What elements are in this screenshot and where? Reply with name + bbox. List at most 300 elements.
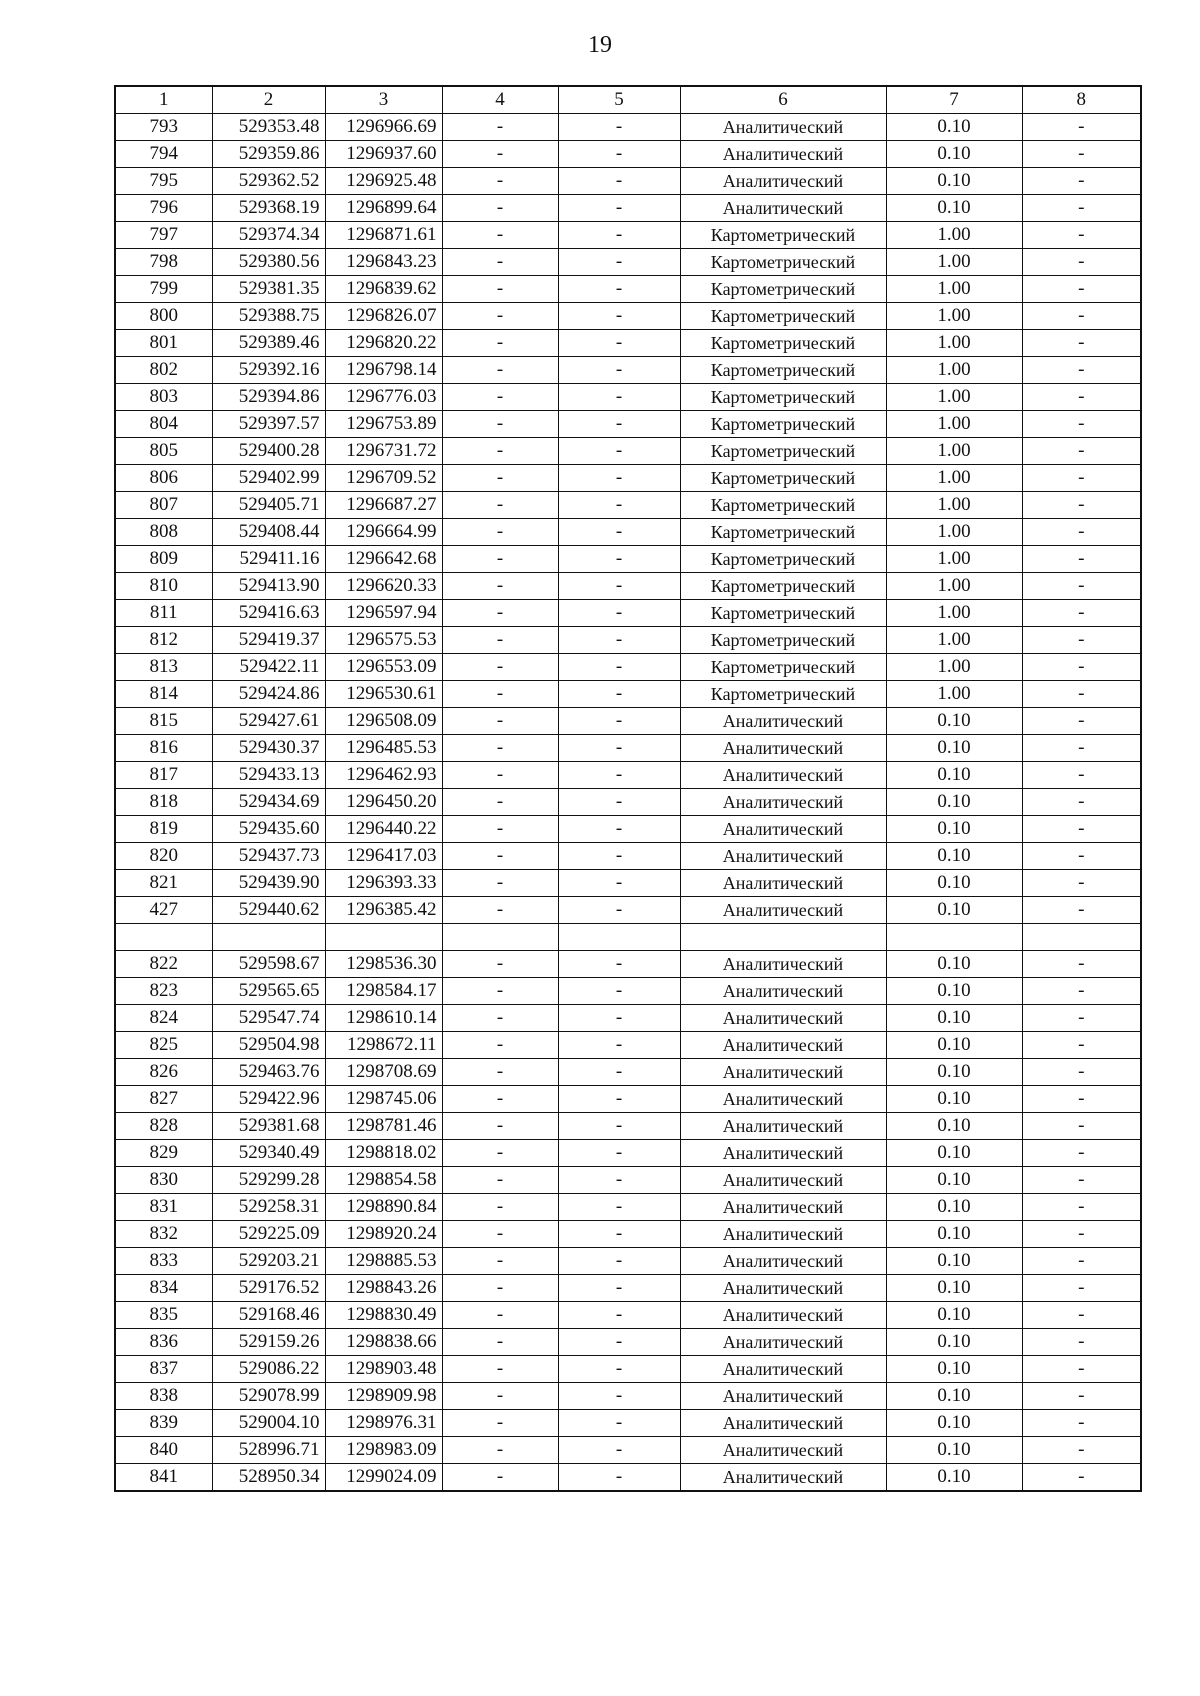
column-8-cell: - xyxy=(1022,762,1141,789)
table-row xyxy=(115,897,1141,924)
column-8-cell: - xyxy=(1022,1140,1141,1167)
table-row xyxy=(115,1167,1141,1194)
column-5-cell: - xyxy=(558,1329,680,1356)
y-coordinate-cell: 1296553.09 xyxy=(325,654,442,681)
column-8-cell: - xyxy=(1022,978,1141,1005)
y-coordinate-cell: 1296597.94 xyxy=(325,600,442,627)
column-8-cell: - xyxy=(1022,1005,1141,1032)
accuracy-cell: 0.10 xyxy=(886,1356,1022,1383)
table-row xyxy=(115,492,1141,519)
accuracy-cell: 1.00 xyxy=(886,222,1022,249)
column-8-cell: - xyxy=(1022,951,1141,978)
column-4-cell: - xyxy=(442,1464,558,1492)
point-number-cell: 810 xyxy=(115,573,212,600)
column-5-cell: - xyxy=(558,708,680,735)
accuracy-cell: 0.10 xyxy=(886,897,1022,924)
table-row xyxy=(115,1221,1141,1248)
column-8-cell: - xyxy=(1022,1464,1141,1492)
x-coordinate-cell: 528996.71 xyxy=(212,1437,325,1464)
column-8-cell: - xyxy=(1022,816,1141,843)
point-number-cell: 829 xyxy=(115,1140,212,1167)
coordinates-table xyxy=(114,85,1142,1492)
method-cell: Картометрический xyxy=(680,411,886,438)
table-row xyxy=(115,168,1141,195)
x-coordinate-cell: 529176.52 xyxy=(212,1275,325,1302)
y-coordinate-cell: 1296798.14 xyxy=(325,357,442,384)
method-cell: Картометрический xyxy=(680,492,886,519)
point-number-cell: 835 xyxy=(115,1302,212,1329)
point-number-cell: 831 xyxy=(115,1194,212,1221)
table-row xyxy=(115,465,1141,492)
method-cell: Аналитический xyxy=(680,762,886,789)
accuracy-cell: 0.10 xyxy=(886,1410,1022,1437)
accuracy-cell: 0.10 xyxy=(886,1140,1022,1167)
column-5-cell xyxy=(558,924,680,951)
x-coordinate-cell: 529413.90 xyxy=(212,573,325,600)
accuracy-cell: 0.10 xyxy=(886,843,1022,870)
y-coordinate-cell: 1296731.72 xyxy=(325,438,442,465)
y-coordinate-cell: 1298843.26 xyxy=(325,1275,442,1302)
table-row xyxy=(115,924,1141,951)
x-coordinate-cell: 529463.76 xyxy=(212,1059,325,1086)
method-cell: Аналитический xyxy=(680,1167,886,1194)
column-8-cell: - xyxy=(1022,1167,1141,1194)
accuracy-cell: 0.10 xyxy=(886,978,1022,1005)
y-coordinate-cell: 1298536.30 xyxy=(325,951,442,978)
x-coordinate-cell: 529400.28 xyxy=(212,438,325,465)
column-5-cell: - xyxy=(558,897,680,924)
x-coordinate-cell xyxy=(212,924,325,951)
accuracy-cell: 1.00 xyxy=(886,384,1022,411)
point-number-cell: 834 xyxy=(115,1275,212,1302)
accuracy-cell: 1.00 xyxy=(886,411,1022,438)
column-4-cell: - xyxy=(442,627,558,654)
y-coordinate-cell: 1296843.23 xyxy=(325,249,442,276)
column-4-cell: - xyxy=(442,1167,558,1194)
y-coordinate-cell: 1296826.07 xyxy=(325,303,442,330)
point-number-cell: 837 xyxy=(115,1356,212,1383)
table-row xyxy=(115,195,1141,222)
table-row xyxy=(115,1275,1141,1302)
table-row xyxy=(115,249,1141,276)
accuracy-cell: 0.10 xyxy=(886,1383,1022,1410)
accuracy-cell: 0.10 xyxy=(886,1302,1022,1329)
column-8-cell: - xyxy=(1022,330,1141,357)
x-coordinate-cell: 529402.99 xyxy=(212,465,325,492)
method-cell: Аналитический xyxy=(680,1221,886,1248)
x-coordinate-cell: 529374.34 xyxy=(212,222,325,249)
x-coordinate-cell: 529504.98 xyxy=(212,1032,325,1059)
column-8-cell: - xyxy=(1022,1032,1141,1059)
point-number-cell: 801 xyxy=(115,330,212,357)
column-4-cell: - xyxy=(442,1302,558,1329)
accuracy-cell: 0.10 xyxy=(886,816,1022,843)
point-number-cell: 803 xyxy=(115,384,212,411)
accuracy-cell: 0.10 xyxy=(886,951,1022,978)
point-number-cell: 815 xyxy=(115,708,212,735)
column-4-cell: - xyxy=(442,1275,558,1302)
column-5-cell: - xyxy=(558,1167,680,1194)
table-row xyxy=(115,141,1141,168)
point-number-cell: 799 xyxy=(115,276,212,303)
column-8-cell: - xyxy=(1022,492,1141,519)
accuracy-cell: 0.10 xyxy=(886,870,1022,897)
column-4-cell: - xyxy=(442,1194,558,1221)
y-coordinate-cell: 1298983.09 xyxy=(325,1437,442,1464)
accuracy-cell: 0.10 xyxy=(886,1437,1022,1464)
accuracy-cell: 0.10 xyxy=(886,1329,1022,1356)
column-4-cell: - xyxy=(442,1005,558,1032)
column-header: 5 xyxy=(558,86,680,114)
table-row xyxy=(115,1464,1141,1492)
column-header: 4 xyxy=(442,86,558,114)
table-row xyxy=(115,1140,1141,1167)
y-coordinate-cell: 1296839.62 xyxy=(325,276,442,303)
accuracy-cell: 1.00 xyxy=(886,573,1022,600)
column-4-cell: - xyxy=(442,195,558,222)
column-4-cell: - xyxy=(442,789,558,816)
y-coordinate-cell: 1296820.22 xyxy=(325,330,442,357)
x-coordinate-cell: 529086.22 xyxy=(212,1356,325,1383)
column-header: 2 xyxy=(212,86,325,114)
column-5-cell: - xyxy=(558,1383,680,1410)
column-8-cell: - xyxy=(1022,1437,1141,1464)
column-5-cell: - xyxy=(558,1302,680,1329)
accuracy-cell: 1.00 xyxy=(886,492,1022,519)
accuracy-cell: 0.10 xyxy=(886,762,1022,789)
y-coordinate-cell: 1296417.03 xyxy=(325,843,442,870)
accuracy-cell: 0.10 xyxy=(886,141,1022,168)
column-5-cell: - xyxy=(558,816,680,843)
table-row xyxy=(115,330,1141,357)
method-cell: Картометрический xyxy=(680,654,886,681)
column-5-cell: - xyxy=(558,411,680,438)
table-header-row xyxy=(115,86,1141,114)
y-coordinate-cell: 1298610.14 xyxy=(325,1005,442,1032)
column-5-cell: - xyxy=(558,1356,680,1383)
column-8-cell: - xyxy=(1022,303,1141,330)
table-row xyxy=(115,654,1141,681)
table-row xyxy=(115,1032,1141,1059)
table-row xyxy=(115,951,1141,978)
column-4-cell: - xyxy=(442,654,558,681)
table-row xyxy=(115,1005,1141,1032)
table-row xyxy=(115,1059,1141,1086)
y-coordinate-cell: 1296709.52 xyxy=(325,465,442,492)
method-cell: Картометрический xyxy=(680,276,886,303)
method-cell: Картометрический xyxy=(680,303,886,330)
x-coordinate-cell: 529408.44 xyxy=(212,519,325,546)
method-cell: Аналитический xyxy=(680,1140,886,1167)
y-coordinate-cell: 1296753.89 xyxy=(325,411,442,438)
column-8-cell: - xyxy=(1022,573,1141,600)
point-number-cell: 827 xyxy=(115,1086,212,1113)
column-8-cell: - xyxy=(1022,411,1141,438)
accuracy-cell: 0.10 xyxy=(886,1086,1022,1113)
column-5-cell: - xyxy=(558,357,680,384)
x-coordinate-cell: 529353.48 xyxy=(212,114,325,141)
y-coordinate-cell: 1296530.61 xyxy=(325,681,442,708)
x-coordinate-cell: 529440.62 xyxy=(212,897,325,924)
accuracy-cell: 1.00 xyxy=(886,681,1022,708)
method-cell: Аналитический xyxy=(680,1356,886,1383)
x-coordinate-cell: 529397.57 xyxy=(212,411,325,438)
method-cell: Картометрический xyxy=(680,249,886,276)
column-4-cell: - xyxy=(442,1437,558,1464)
column-4-cell: - xyxy=(442,843,558,870)
x-coordinate-cell: 529225.09 xyxy=(212,1221,325,1248)
column-5-cell: - xyxy=(558,546,680,573)
accuracy-cell: 0.10 xyxy=(886,708,1022,735)
y-coordinate-cell: 1296462.93 xyxy=(325,762,442,789)
column-8-cell: - xyxy=(1022,1329,1141,1356)
column-4-cell: - xyxy=(442,1248,558,1275)
table-row xyxy=(115,843,1141,870)
column-8-cell: - xyxy=(1022,1059,1141,1086)
x-coordinate-cell: 529433.13 xyxy=(212,762,325,789)
column-5-cell: - xyxy=(558,330,680,357)
x-coordinate-cell: 529258.31 xyxy=(212,1194,325,1221)
method-cell: Картометрический xyxy=(680,546,886,573)
column-4-cell: - xyxy=(442,897,558,924)
table-row xyxy=(115,1194,1141,1221)
y-coordinate-cell: 1298672.11 xyxy=(325,1032,442,1059)
table-row xyxy=(115,816,1141,843)
column-5-cell: - xyxy=(558,465,680,492)
column-5-cell: - xyxy=(558,222,680,249)
column-4-cell: - xyxy=(442,573,558,600)
method-cell: Аналитический xyxy=(680,897,886,924)
column-5-cell: - xyxy=(558,1005,680,1032)
table-row xyxy=(115,708,1141,735)
accuracy-cell: 1.00 xyxy=(886,249,1022,276)
method-cell: Аналитический xyxy=(680,978,886,1005)
page-number: 19 xyxy=(588,32,612,58)
column-5-cell: - xyxy=(558,492,680,519)
x-coordinate-cell: 529405.71 xyxy=(212,492,325,519)
column-5-cell: - xyxy=(558,951,680,978)
point-number-cell: 805 xyxy=(115,438,212,465)
accuracy-cell: 0.10 xyxy=(886,195,1022,222)
column-5-cell: - xyxy=(558,384,680,411)
y-coordinate-cell: 1298708.69 xyxy=(325,1059,442,1086)
point-number-cell: 830 xyxy=(115,1167,212,1194)
y-coordinate-cell: 1296508.09 xyxy=(325,708,442,735)
y-coordinate-cell: 1296899.64 xyxy=(325,195,442,222)
column-5-cell: - xyxy=(558,1194,680,1221)
x-coordinate-cell: 529362.52 xyxy=(212,168,325,195)
point-number-cell: 825 xyxy=(115,1032,212,1059)
column-4-cell: - xyxy=(442,276,558,303)
column-5-cell: - xyxy=(558,681,680,708)
point-number-cell: 819 xyxy=(115,816,212,843)
accuracy-cell: 0.10 xyxy=(886,1167,1022,1194)
method-cell: Картометрический xyxy=(680,600,886,627)
y-coordinate-cell: 1298745.06 xyxy=(325,1086,442,1113)
x-coordinate-cell: 529424.86 xyxy=(212,681,325,708)
point-number-cell: 811 xyxy=(115,600,212,627)
column-5-cell: - xyxy=(558,843,680,870)
table-row xyxy=(115,384,1141,411)
table-row xyxy=(115,1437,1141,1464)
point-number-cell: 840 xyxy=(115,1437,212,1464)
column-5-cell: - xyxy=(558,519,680,546)
column-8-cell: - xyxy=(1022,654,1141,681)
x-coordinate-cell: 529430.37 xyxy=(212,735,325,762)
column-4-cell: - xyxy=(442,870,558,897)
column-5-cell: - xyxy=(558,735,680,762)
column-4-cell: - xyxy=(442,1032,558,1059)
method-cell: Аналитический xyxy=(680,1194,886,1221)
column-header: 6 xyxy=(680,86,886,114)
column-8-cell: - xyxy=(1022,1275,1141,1302)
accuracy-cell: 0.10 xyxy=(886,114,1022,141)
method-cell: Аналитический xyxy=(680,1032,886,1059)
table-row xyxy=(115,789,1141,816)
table-row xyxy=(115,1248,1141,1275)
y-coordinate-cell: 1296925.48 xyxy=(325,168,442,195)
y-coordinate-cell: 1296485.53 xyxy=(325,735,442,762)
column-8-cell: - xyxy=(1022,789,1141,816)
column-8-cell: - xyxy=(1022,1356,1141,1383)
x-coordinate-cell: 529422.96 xyxy=(212,1086,325,1113)
point-number-cell: 820 xyxy=(115,843,212,870)
column-8-cell: - xyxy=(1022,627,1141,654)
y-coordinate-cell: 1298781.46 xyxy=(325,1113,442,1140)
method-cell: Картометрический xyxy=(680,519,886,546)
column-8-cell: - xyxy=(1022,546,1141,573)
column-8-cell: - xyxy=(1022,1194,1141,1221)
column-8-cell: - xyxy=(1022,843,1141,870)
method-cell: Аналитический xyxy=(680,1329,886,1356)
column-8-cell: - xyxy=(1022,465,1141,492)
x-coordinate-cell: 529299.28 xyxy=(212,1167,325,1194)
y-coordinate-cell: 1296664.99 xyxy=(325,519,442,546)
x-coordinate-cell: 529419.37 xyxy=(212,627,325,654)
column-8-cell: - xyxy=(1022,168,1141,195)
column-4-cell: - xyxy=(442,708,558,735)
point-number-cell: 802 xyxy=(115,357,212,384)
x-coordinate-cell: 529359.86 xyxy=(212,141,325,168)
column-4-cell: - xyxy=(442,411,558,438)
method-cell: Картометрический xyxy=(680,357,886,384)
method-cell xyxy=(680,924,886,951)
x-coordinate-cell: 529422.11 xyxy=(212,654,325,681)
table-row xyxy=(115,1113,1141,1140)
column-4-cell: - xyxy=(442,114,558,141)
column-4-cell: - xyxy=(442,465,558,492)
table-row xyxy=(115,1329,1141,1356)
table-body xyxy=(115,114,1141,1492)
column-4-cell: - xyxy=(442,546,558,573)
method-cell: Картометрический xyxy=(680,627,886,654)
table-row xyxy=(115,1302,1141,1329)
point-number-cell: 806 xyxy=(115,465,212,492)
table-row xyxy=(115,681,1141,708)
method-cell: Аналитический xyxy=(680,870,886,897)
y-coordinate-cell: 1298909.98 xyxy=(325,1383,442,1410)
x-coordinate-cell: 529547.74 xyxy=(212,1005,325,1032)
x-coordinate-cell: 529598.67 xyxy=(212,951,325,978)
column-5-cell: - xyxy=(558,1086,680,1113)
accuracy-cell: 1.00 xyxy=(886,654,1022,681)
column-8-cell: - xyxy=(1022,249,1141,276)
point-number-cell: 812 xyxy=(115,627,212,654)
column-5-cell: - xyxy=(558,654,680,681)
column-4-cell: - xyxy=(442,600,558,627)
accuracy-cell: 1.00 xyxy=(886,303,1022,330)
column-8-cell: - xyxy=(1022,1248,1141,1275)
table-row xyxy=(115,627,1141,654)
x-coordinate-cell: 529392.16 xyxy=(212,357,325,384)
accuracy-cell: 0.10 xyxy=(886,1113,1022,1140)
column-4-cell: - xyxy=(442,1113,558,1140)
column-4-cell: - xyxy=(442,384,558,411)
column-8-cell: - xyxy=(1022,384,1141,411)
column-8-cell: - xyxy=(1022,600,1141,627)
method-cell: Аналитический xyxy=(680,1113,886,1140)
accuracy-cell: 0.10 xyxy=(886,1464,1022,1492)
column-4-cell: - xyxy=(442,1059,558,1086)
method-cell: Аналитический xyxy=(680,1410,886,1437)
point-number-cell: 818 xyxy=(115,789,212,816)
point-number-cell: 427 xyxy=(115,897,212,924)
y-coordinate-cell: 1296871.61 xyxy=(325,222,442,249)
point-number-cell: 832 xyxy=(115,1221,212,1248)
y-coordinate-cell: 1296440.22 xyxy=(325,816,442,843)
point-number-cell: 800 xyxy=(115,303,212,330)
point-number-cell: 807 xyxy=(115,492,212,519)
point-number-cell: 793 xyxy=(115,114,212,141)
table-row xyxy=(115,222,1141,249)
column-4-cell: - xyxy=(442,681,558,708)
accuracy-cell: 0.10 xyxy=(886,789,1022,816)
x-coordinate-cell: 529411.16 xyxy=(212,546,325,573)
column-5-cell: - xyxy=(558,303,680,330)
point-number-cell: 814 xyxy=(115,681,212,708)
y-coordinate-cell: 1296450.20 xyxy=(325,789,442,816)
x-coordinate-cell: 529439.90 xyxy=(212,870,325,897)
column-5-cell: - xyxy=(558,249,680,276)
point-number-cell: 804 xyxy=(115,411,212,438)
y-coordinate-cell: 1296385.42 xyxy=(325,897,442,924)
column-4-cell: - xyxy=(442,141,558,168)
column-4-cell: - xyxy=(442,978,558,1005)
table-row xyxy=(115,411,1141,438)
accuracy-cell: 1.00 xyxy=(886,546,1022,573)
column-4-cell: - xyxy=(442,1086,558,1113)
column-5-cell: - xyxy=(558,1437,680,1464)
method-cell: Аналитический xyxy=(680,951,886,978)
table-row xyxy=(115,573,1141,600)
x-coordinate-cell: 529435.60 xyxy=(212,816,325,843)
method-cell: Аналитический xyxy=(680,168,886,195)
accuracy-cell: 1.00 xyxy=(886,357,1022,384)
point-number-cell: 795 xyxy=(115,168,212,195)
method-cell: Аналитический xyxy=(680,1464,886,1492)
column-4-cell: - xyxy=(442,303,558,330)
accuracy-cell: 1.00 xyxy=(886,438,1022,465)
method-cell: Аналитический xyxy=(680,1059,886,1086)
point-number-cell: 828 xyxy=(115,1113,212,1140)
accuracy-cell: 1.00 xyxy=(886,465,1022,492)
table-row xyxy=(115,762,1141,789)
point-number-cell: 797 xyxy=(115,222,212,249)
point-number-cell: 823 xyxy=(115,978,212,1005)
column-5-cell: - xyxy=(558,627,680,654)
column-5-cell: - xyxy=(558,1464,680,1492)
accuracy-cell xyxy=(886,924,1022,951)
